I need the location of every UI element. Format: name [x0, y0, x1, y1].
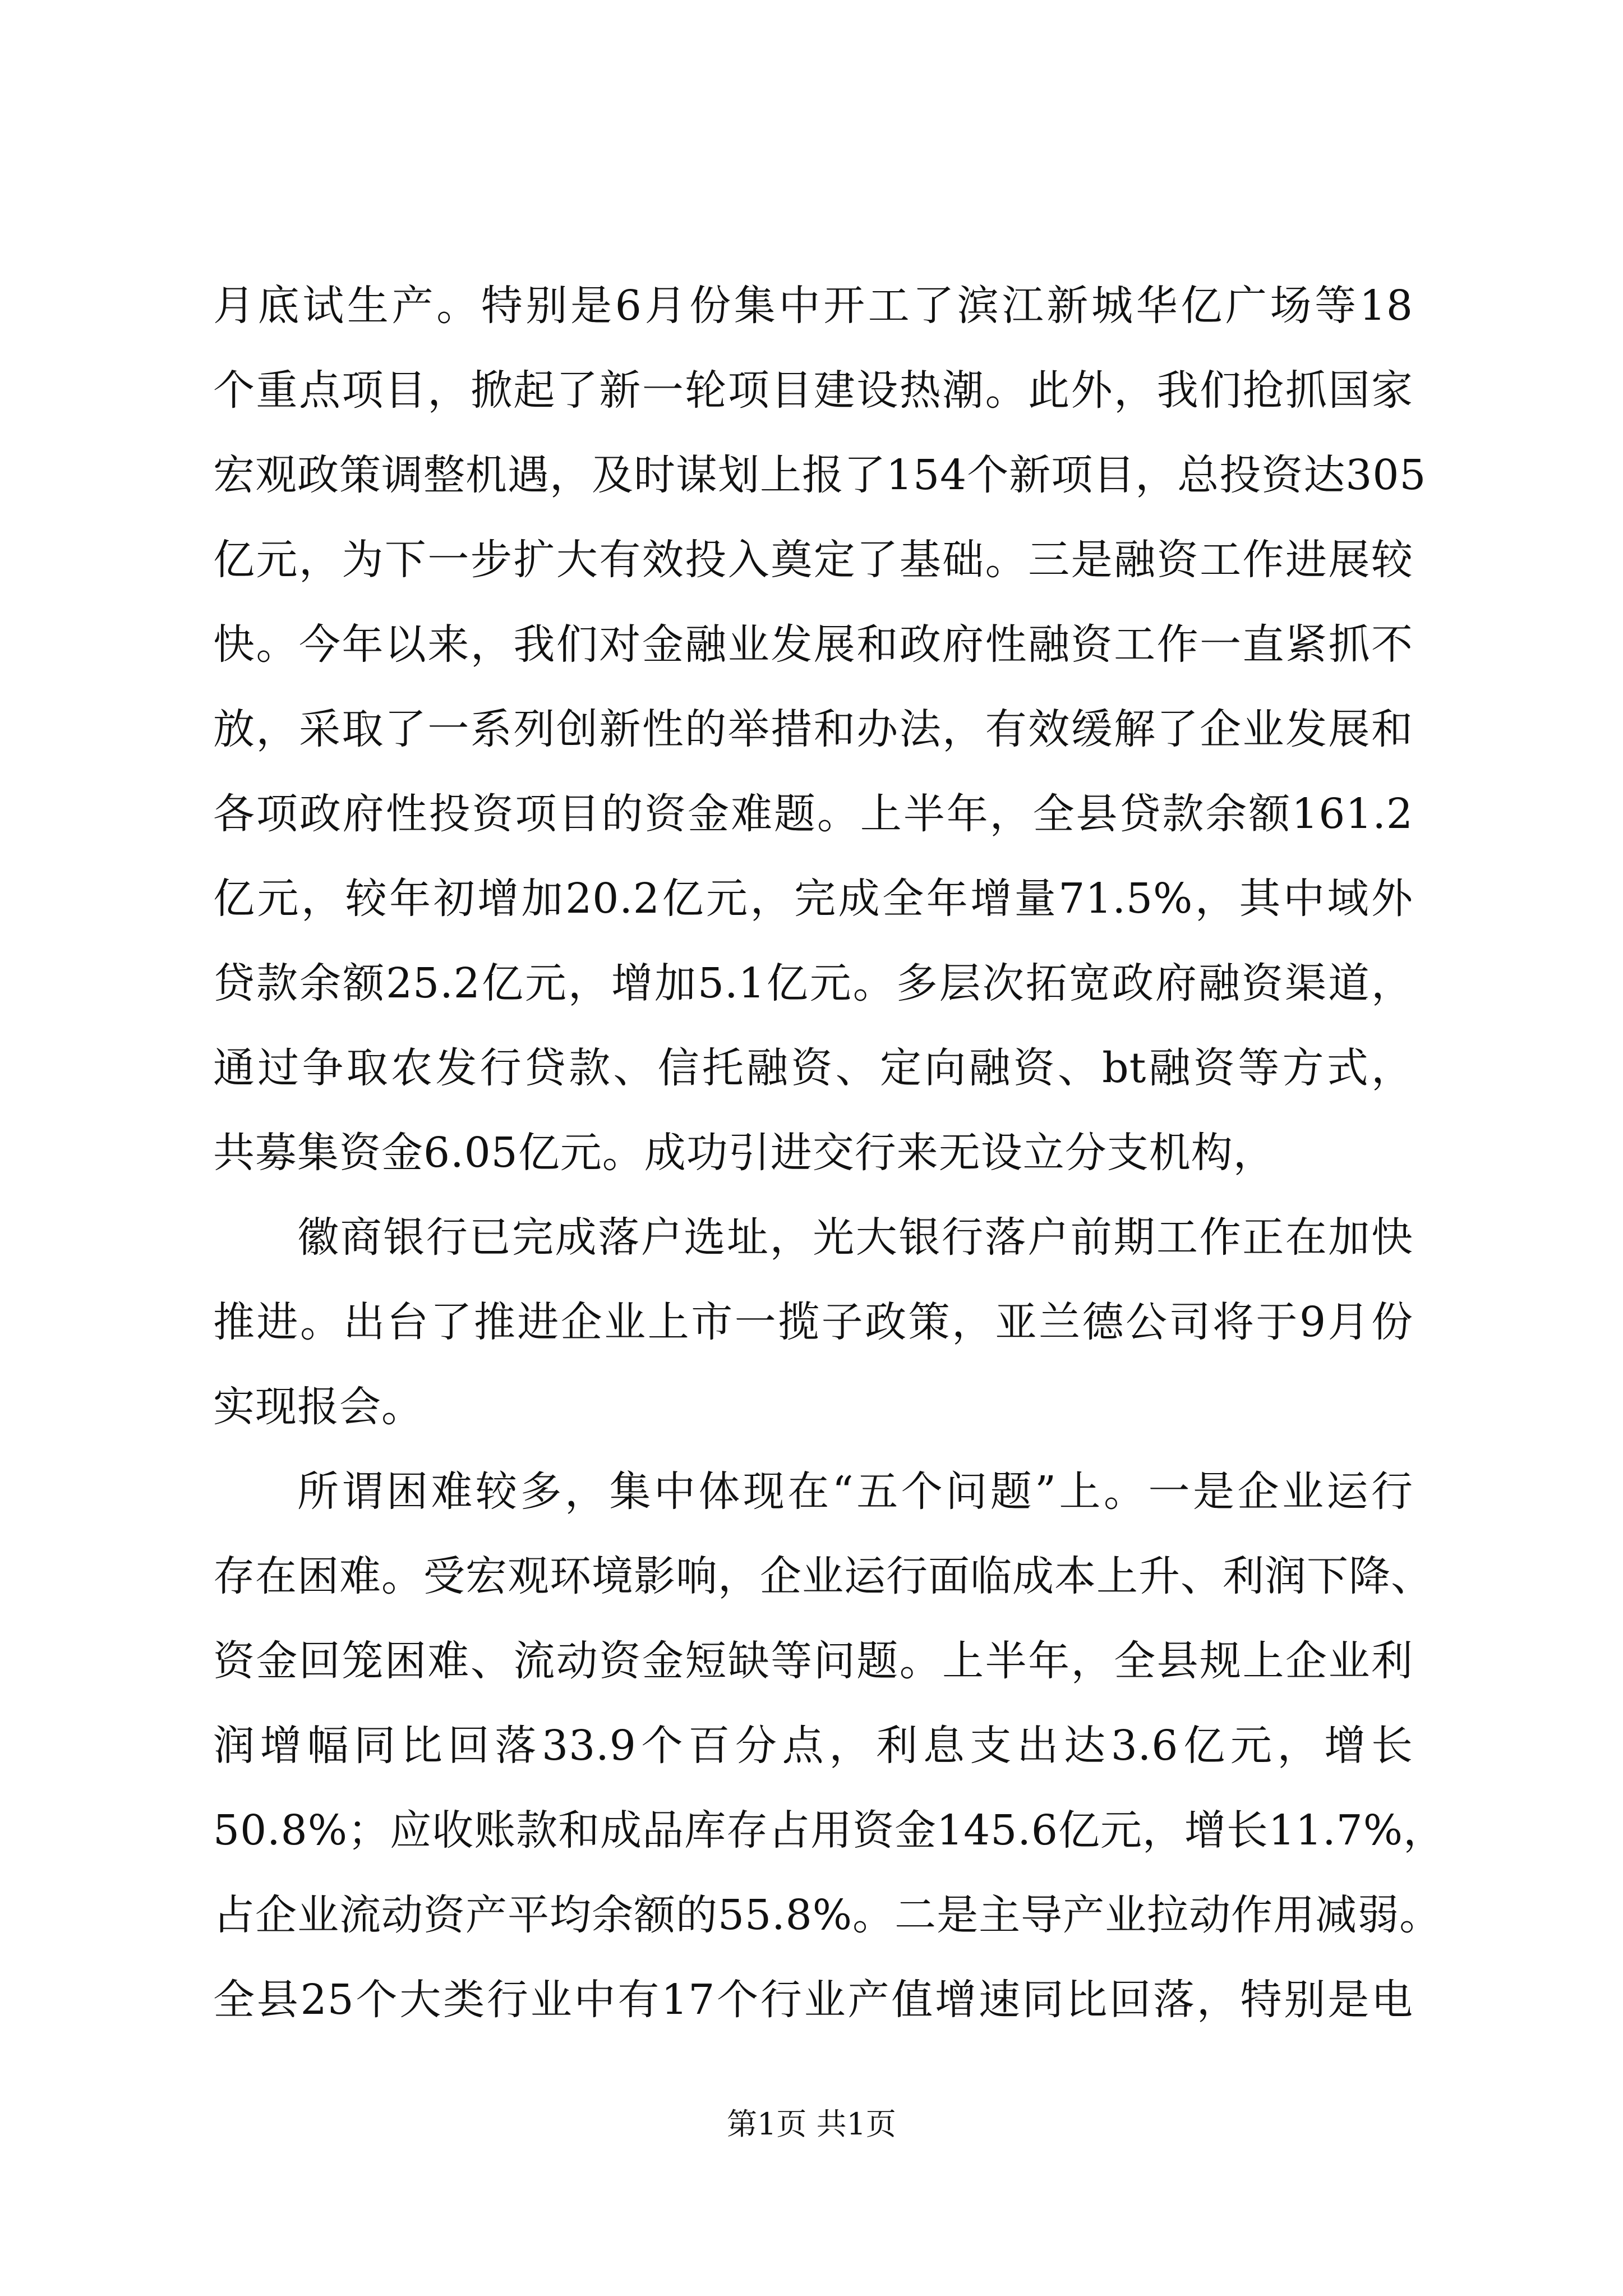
text-line: 推进。出台了推进企业上市一揽子政策，亚兰德公司将于9月份 [213, 1298, 1413, 1346]
text-line: 贷款余额25.2亿元，增加5.1亿元。多层次拓宽政府融资渠道， [213, 959, 1413, 1007]
text-line: 放，采取了一系列创新性的举措和办法，有效缓解了企业发展和 [213, 705, 1413, 753]
text-line: 所谓困难较多，集中体现在“五个问题”上。一是企业运行 [297, 1467, 1413, 1516]
document-body [213, 264, 1446, 2042]
text-line: 存在困难。受宏观环境影响，企业运行面临成本上升、利润下降、 [213, 1552, 1433, 1600]
text-line: 占企业流动资产平均余额的55.8%。二是主导产业拉动作用减弱。 [213, 1891, 1442, 1939]
text-line: 全县25个大类行业中有17个行业产值增速同比回落，特别是电 [213, 1976, 1413, 2024]
text-line: 各项政府性投资项目的资金难题。上半年，全县贷款余额161.2 [213, 790, 1413, 838]
text-line: 亿元，为下一步扩大有效投入奠定了基础。三是融资工作进展较 [213, 536, 1413, 584]
text-line: 亿元，较年初增加20.2亿元，完成全年增量71.5%，其中域外 [213, 875, 1413, 923]
text-line: 资金回笼困难、流动资金短缺等问题。上半年，全县规上企业利 [213, 1637, 1413, 1685]
text-line: 实现报会。 [213, 1383, 423, 1431]
text-line: 徽商银行已完成落户选址，光大银行落户前期工作正在加快 [297, 1213, 1413, 1262]
text-line: 月底试生产。特别是6月份集中开工了滨江新城华亿广场等18 [213, 282, 1413, 330]
text-line: 通过争取农发行贷款、信托融资、定向融资、bt融资等方式， [213, 1044, 1413, 1092]
text-line: 快。今年以来，我们对金融业发展和政府性融资工作一直紧抓不 [213, 620, 1413, 669]
page-footer: 第1页 共1页 [727, 2106, 896, 2142]
text-line: 个重点项目，掀起了新一轮项目建设热潮。此外，我们抢抓国家 [213, 366, 1413, 415]
text-line: 润增幅同比回落33.9个百分点，利息支出达3.6亿元，增长 [213, 1722, 1413, 1770]
text-line: 50.8%；应收账款和成品库存占用资金145.6亿元，增长11.7%， [213, 1806, 1446, 1855]
text-line: 宏观政策调整机遇，及时谋划上报了154个新项目，总投资达305 [213, 451, 1427, 499]
text-line: 共募集资金6.05亿元。成功引进交行来无设立分支机构， [213, 1129, 1275, 1177]
